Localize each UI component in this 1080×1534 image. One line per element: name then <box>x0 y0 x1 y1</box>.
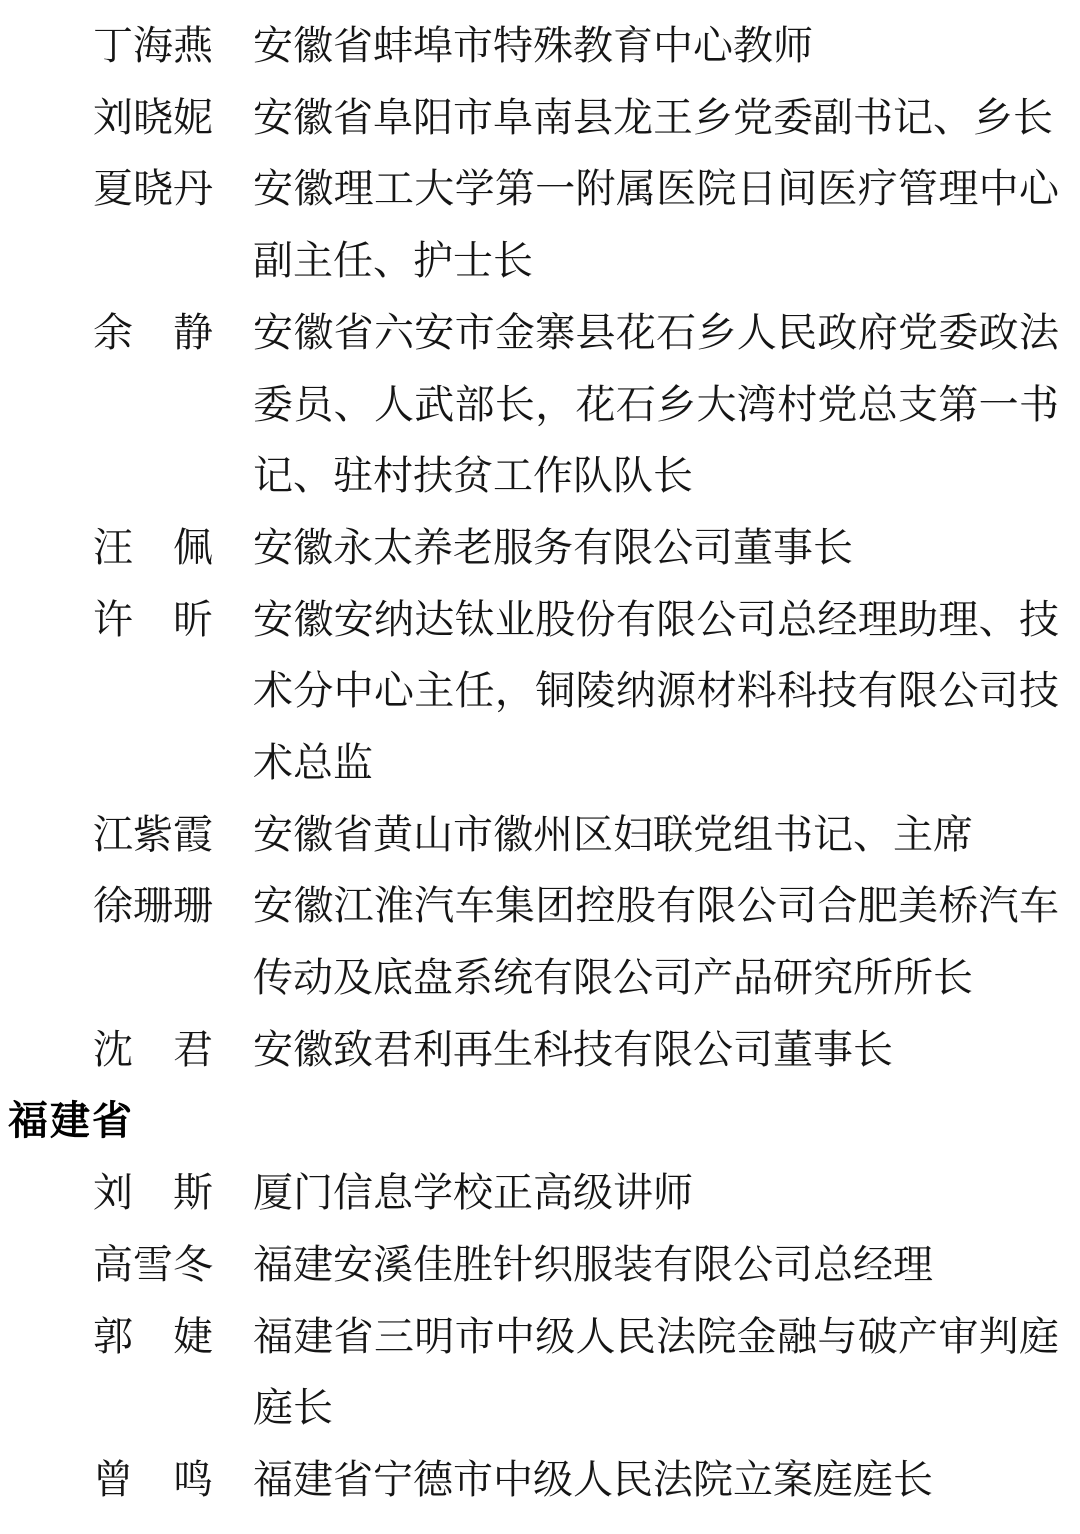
honoree-name: 江紫霞 <box>93 811 213 857</box>
province-section-header: 福建省 <box>8 1098 134 1143</box>
entry-row <box>0 1157 1080 1229</box>
honoree-role: 安徽省黄山市徽州区妇联党组书记、主席 <box>253 811 973 857</box>
honoree-name: 徐珊珊 <box>93 883 213 929</box>
honoree-name: 刘 斯 <box>93 1170 213 1216</box>
entry-row <box>0 1301 1080 1444</box>
honoree-name: 许 昕 <box>93 596 213 642</box>
honoree-name: 高雪冬 <box>93 1241 213 1287</box>
honoree-name: 曾 鸣 <box>93 1457 213 1503</box>
honoree-name: 刘晓妮 <box>93 94 213 140</box>
entry-row <box>0 1444 1080 1516</box>
honoree-role: 安徽永太养老服务有限公司董事长 <box>253 524 853 570</box>
honoree-role: 福建省三明市中级人民法院金融与破产审判庭庭长 <box>253 1313 1059 1431</box>
honoree-role: 厦门信息学校正高级讲师 <box>253 1170 693 1216</box>
honoree-name: 丁海燕 <box>93 23 213 68</box>
honoree-name: 余 静 <box>93 309 213 355</box>
honoree-name: 汪 佩 <box>93 524 213 570</box>
honoree-name: 夏晓丹 <box>93 166 213 212</box>
honoree-role: 福建安溪佳胜针织服装有限公司总经理 <box>253 1241 933 1287</box>
honoree-role: 安徽省六安市金寨县花石乡人民政府党委政法委员、人武部长，花石乡大湾村党总支第一书记、驻村扶贫工作队队长 <box>253 309 1059 499</box>
entry-row <box>0 870 1080 1013</box>
honoree-role: 安徽安纳达钛业股份有限公司总经理助理、技术分中心主任，铜陵纳源材料科技有限公司技术总监 <box>253 596 1059 786</box>
entry-row <box>0 1014 1080 1086</box>
honoree-role: 安徽省阜阳市阜南县龙王乡党委副书记、乡长 <box>253 94 1053 140</box>
entry-row <box>0 1229 1080 1301</box>
entry-row <box>0 10 1080 82</box>
honoree-role: 安徽江淮汽车集团控股有限公司合肥美桥汽车传动及底盘系统有限公司产品研究所所长 <box>253 883 1059 1001</box>
entry-row <box>0 153 1080 296</box>
entry-row <box>0 799 1080 871</box>
honoree-list <box>0 10 1080 1516</box>
honoree-role: 安徽省蚌埠市特殊教育中心教师 <box>253 23 813 68</box>
entry-row <box>0 512 1080 584</box>
entry-row <box>0 584 1080 799</box>
entry-row <box>0 82 1080 154</box>
honoree-role: 安徽致君利再生科技有限公司董事长 <box>253 1026 893 1072</box>
honoree-name: 郭 婕 <box>93 1313 213 1359</box>
honoree-name: 沈 君 <box>93 1026 213 1072</box>
honoree-role: 福建省宁德市中级人民法院立案庭庭长 <box>253 1457 933 1503</box>
entry-row <box>0 297 1080 512</box>
honoree-role: 安徽理工大学第一附属医院日间医疗管理中心副主任、护士长 <box>253 166 1059 284</box>
